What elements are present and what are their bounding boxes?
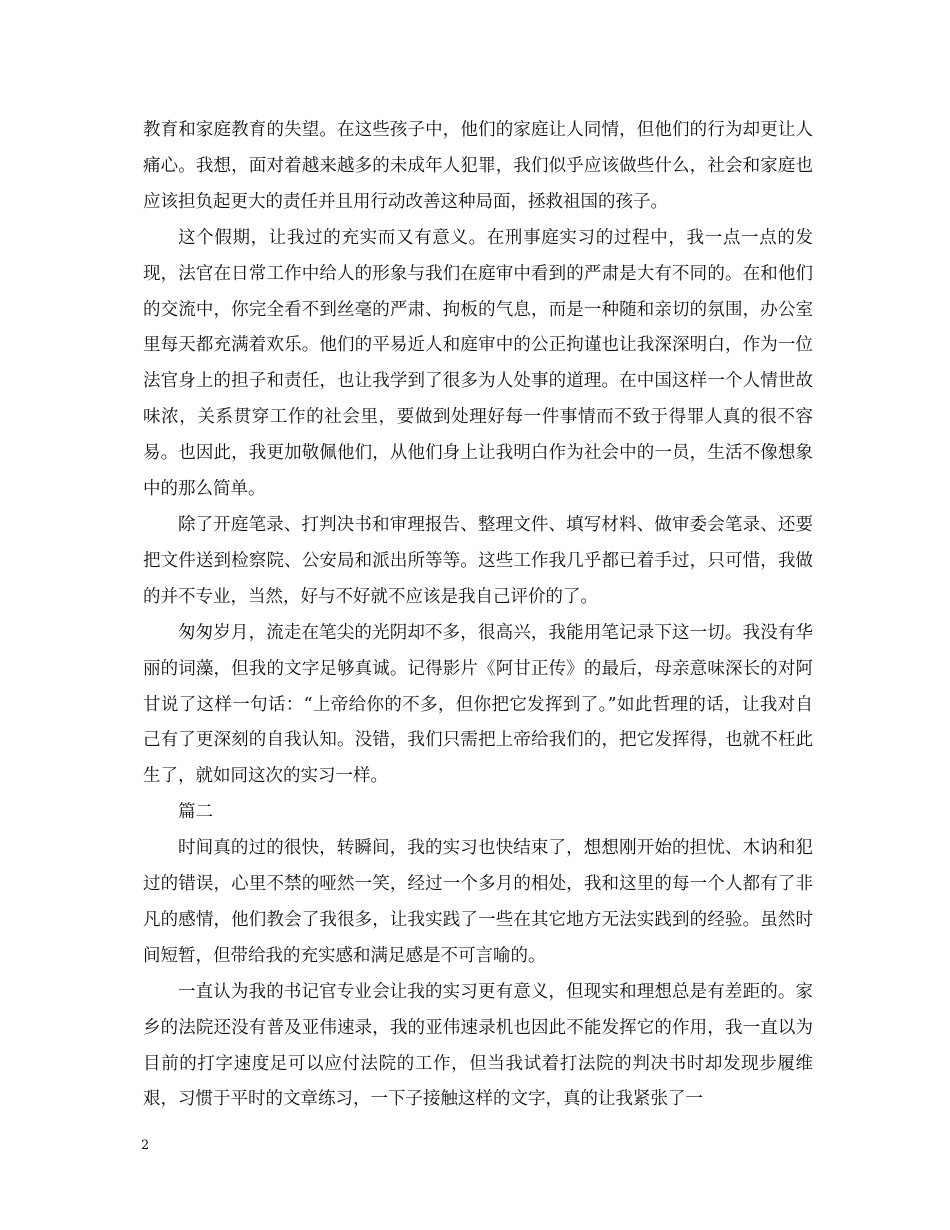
- paragraph: 时间真的过的很快，转瞬间，我的实习也快结束了，想想刚开始的担忧、木讷和犯过的错误，心里不禁的哑然一笑，经过一个多月的相处，我和这里的每一个人都有了非凡的感情，他们教会了我很多，让我实践了一些在其它地方无法实践到的经验。虽然时间短暂，但带给我的充实感和满足感是不可言喻的。: [143, 838, 813, 966]
- paragraph: 这个假期，让我过的充实而又有意义。在刑事庭实习的过程中，我一点一点的发现，法官在日常工作中给人的形象与我们在庭审中看到的严肃是大有不同的。在和他们的交流中，你完全看不到丝毫的严肃、拘板的气息，而是一种随和亲切的氛围，办公室里每天都充满着欢乐。他们的平易近人和庭审中的公正拘谨也让我深深明白，作为一位法官身上的担子和责任，也让我学到了很多为人处事的道理。在中国这样一个人情世故味浓，关系贯穿工作的社会里，要做到处理好每一件事情而不致于得罪人真的很不容易。也因此，我更加敬佩他们，从他们身上让我明白作为社会中的一员，生活不像想象中的那么简单。: [143, 227, 813, 500]
- paragraph: 一直认为我的书记官专业会让我的实习更有意义，但现实和理想总是有差距的。家乡的法院还没有普及亚伟速录，我的亚伟速录机也因此不能发挥它的作用，我一直以为目前的打字速度足可以应付法院的工作，但当我试着打法院的判决书时却发现步履维艰，习惯于平时的文章练习，一下子接触这样的文字，真的让我紧张了一: [143, 981, 813, 1110]
- section-heading: 篇二: [178, 802, 213, 823]
- paragraph: 匆匆岁月，流走在笔尖的光阴却不多，很高兴，我能用笔记录下这一切。我没有华丽的词藻，但我的文字足够真诚。记得影片《阿甘正传》的最后，母亲意味深长的对阿甘说了这样一句话：“上帝给你的不多，但你把它发挥到了。”如此哲理的话，让我对自己有了更深刻的自我认知。没错，我们只需把上帝给我们的，把它发挥得，也就不枉此生了，就如同这次的实习一样。: [143, 622, 813, 787]
- paragraph: 教育和家庭教育的失望。在这些孩子中，他们的家庭让人同情，但他们的行为却更让人痛心。我想，面对着越来越多的未成年人犯罪，我们似乎应该做些什么，社会和家庭也应该担负起更大的责任并且用行动改善这种局面，拯救祖国的孩子。: [143, 120, 813, 212]
- document-body: [143, 113, 813, 1118]
- paragraph: 除了开庭笔录、打判决书和审理报告、整理文件、填写材料、做审委会笔录、还要把文件送到检察院、公安局和派出所等等。这些工作我几乎都已着手过，只可惜，我做的并不专业，当然，好与不好就不应该是我自己评价的了。: [143, 514, 813, 607]
- page-number: 2: [141, 1138, 150, 1153]
